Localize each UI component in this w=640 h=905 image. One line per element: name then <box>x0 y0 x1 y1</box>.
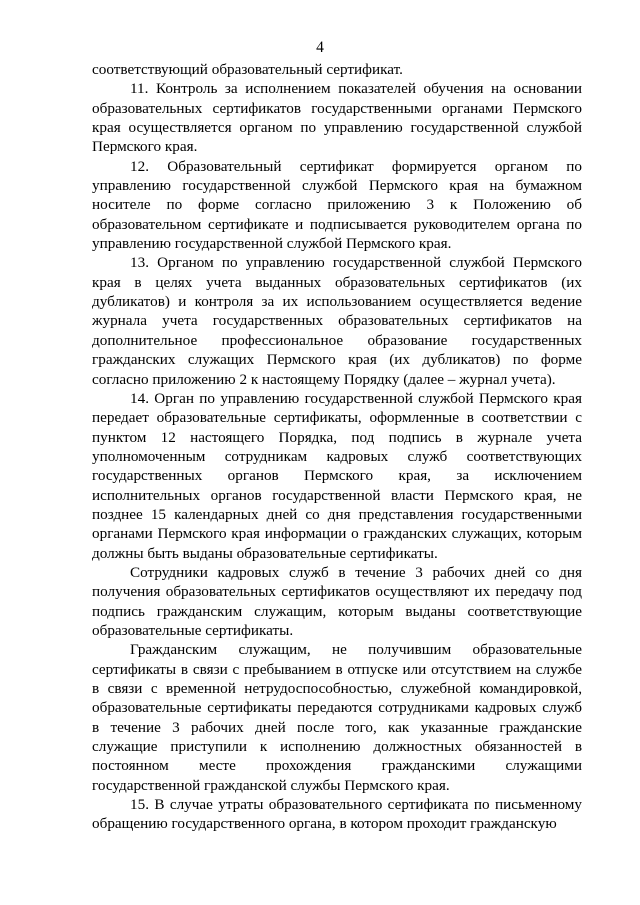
paragraph-continuation: соответствующий образовательный сертификат. <box>92 61 403 78</box>
paragraph-14-absent-employees: Гражданским служащим, не получившим образовательные сертификаты в связи с пребыванием в отпуске или отсутствием на службе в связи с временной нетрудоспособностью, служебной командировкой, образовательные сертификаты передаются сотрудниками кадровых служб в течение 3 рабочих дней после того, как указанные гражданские служащие приступили к исполнению должностных обязанностей в постоянном месте прохождения гражданскими служащими государственной гражданской службы Пермского края. <box>92 641 582 794</box>
page-number: 4 <box>316 39 324 56</box>
document-body <box>92 60 582 834</box>
paragraph-12: 12. Образовательный сертификат формируется органом по управлению государственной службой Пермского края на бумажном носителе по форме согласно приложению 3 к Положению об образовательном сертификате и подписывается руководителем органа по управлению государственной службой Пермского края. <box>92 157 582 253</box>
paragraph-11: 11. Контроль за исполнением показателей обучения на основании образовательных сертификатов государственными органами Пермского края осуществляется органом по управлению государственной службой Пермского края. <box>92 80 582 156</box>
paragraph-15: 15. В случае утраты образовательного сертификата по письменному обращению государственного органа, в котором проходит гражданскую <box>92 796 582 833</box>
paragraph-14: 14. Орган по управлению государственной службой Пермского края передает образовательные сертификаты, оформленные в соответствии с пунктом 12 настоящего Порядка, под подпись в журнале учета уполномоченным сотрудникам кадровых служб соответствующих государственных органов Пермского края, за исключением исполнительных органов государственной власти Пермского края, не позднее 15 календарных дней со дня представления государственными органами Пермского края информации о гражданских служащих, которым должны быть выданы образовательные сертификаты. <box>92 389 582 562</box>
paragraph-13: 13. Органом по управлению государственной службой Пермского края в целях учета выданных образовательных сертификатов (их дубликатов) и контроля за их использованием осуществляется ведение журнала учета государственных образовательных сертификатов на дополнительное профессиональное образование государственных гражданских служащих Пермского края (их дубликатов) по форме согласно приложению 2 к настоящему Порядку (далее – журнал учета). <box>92 254 582 388</box>
paragraph-14-staff-transfer: Сотрудники кадровых служб в течение 3 рабочих дней со дня получения образовательных сертификатов осуществляют их передачу под подпись гражданским служащим, которым выданы соответствующие образовательные сертификаты. <box>92 563 582 639</box>
